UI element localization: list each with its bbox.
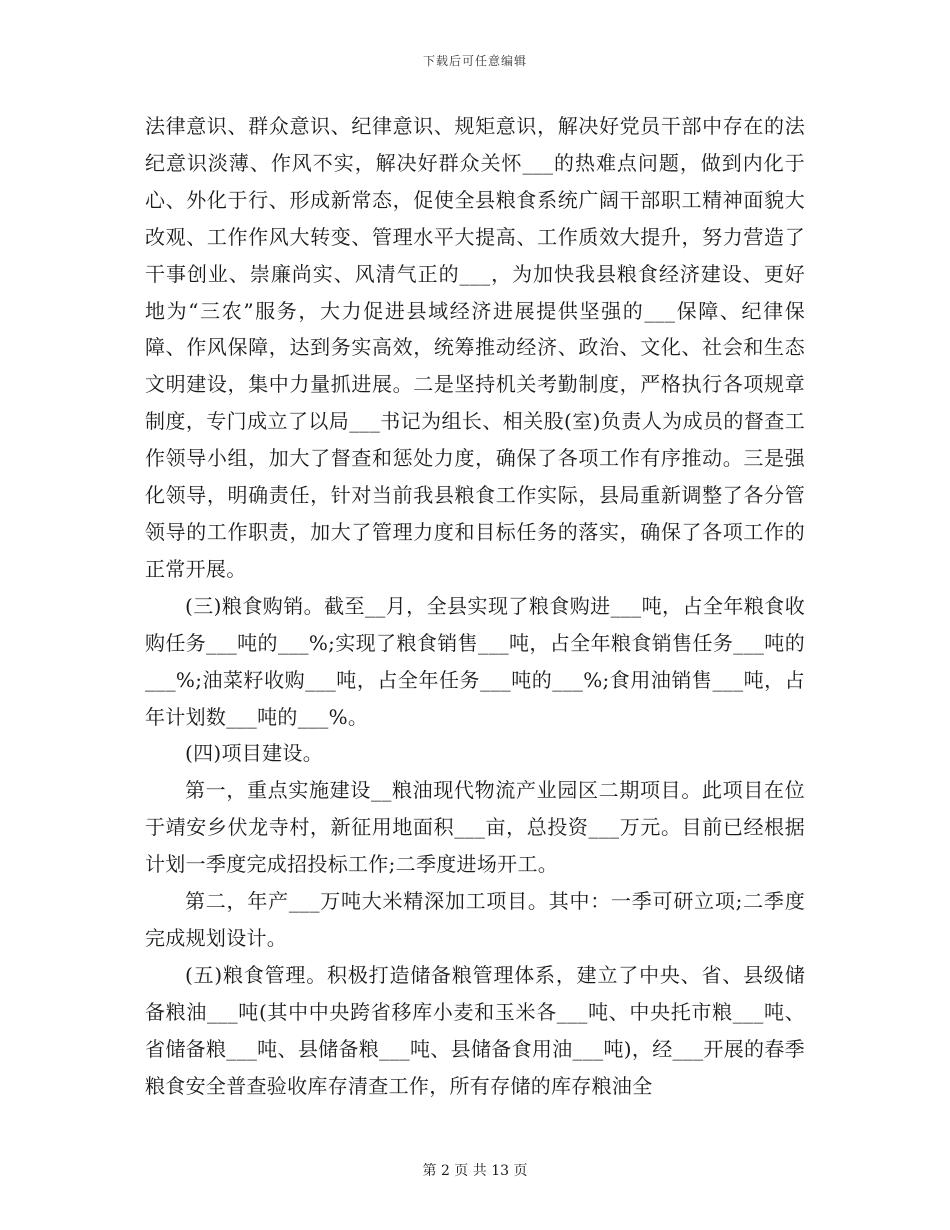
document-body xyxy=(145,108,805,1104)
page-number: 第 2 页 共 13 页 xyxy=(422,1163,528,1179)
paragraph-continuation: 法律意识、群众意识、纪律意识、规矩意识，解决好党员干部中存在的法纪意识淡薄、作风不实，解决好群众关怀___的热难点问题，做到内化于心、外化于行、形成新常态，促使全县粮食系统广阔干部职工精神面貌大改观、工作作风大转变、管理水平大提高、工作质效大提升，努力营造了干事创业、崇廉尚实、风清气正的___，为加快我县粮食经济建设、更好地为“三农”服务，大力促进县域经济进展提供坚强的___保障、纪律保障、作风保障，达到务实高效，统筹推动经济、政治、文化、社会和生态文明建设，集中力量抓进展。二是坚持机关考勤制度，严格执行各项规章制度，专门成立了以局___书记为组长、相关股(室)负责人为成员的督查工作领导小组，加大了督查和惩处力度，确保了各项工作有序推动。三是强化领导，明确责任，针对当前我县粮食工作实际，县局重新调整了各分管领导的工作职责，加大了管理力度和目标任务的落实，确保了各项工作的正常开展。 xyxy=(145,114,805,581)
paragraph-project-heading: (四)项目建设。 xyxy=(185,741,324,766)
paragraph-grain-trade: (三)粮食购销。截至__月，全县实现了粮食购进___吨，占全年粮食收购任务___吨的___%;实现了粮食销售___吨，占全年粮食销售任务___吨的___%;油菜籽收购___吨，占全年任务___吨的___%;食用油销售___吨，占年计划数___吨的___%。 xyxy=(145,593,805,729)
paragraph-project-two: 第二，年产___万吨大米精深加工项目。其中：一季可研立项;二季度完成规划设计。 xyxy=(145,889,805,950)
page-header-note: 下载后可任意编辑 xyxy=(422,54,527,68)
paragraph-project-one: 第一，重点实施建设__粮油现代物流产业园区二期项目。此项目在位于靖安乡伏龙寺村，新征用地面积___亩，总投资___万元。目前已经根据计划一季度完成招投标工作;二季度进场开工。 xyxy=(145,778,805,877)
paragraph-grain-management: (五)粮食管理。积极打造储备粮管理体系，建立了中央、省、县级储备粮油___吨(其中中央跨省移库小麦和玉米各___吨、中央托市粮___吨、省储备粮___吨、县储备粮___吨、县储备食用油___吨)，经___开展的春季粮食安全普查验收库存清查工作，所有存储的库存粮油全 xyxy=(145,962,805,1098)
